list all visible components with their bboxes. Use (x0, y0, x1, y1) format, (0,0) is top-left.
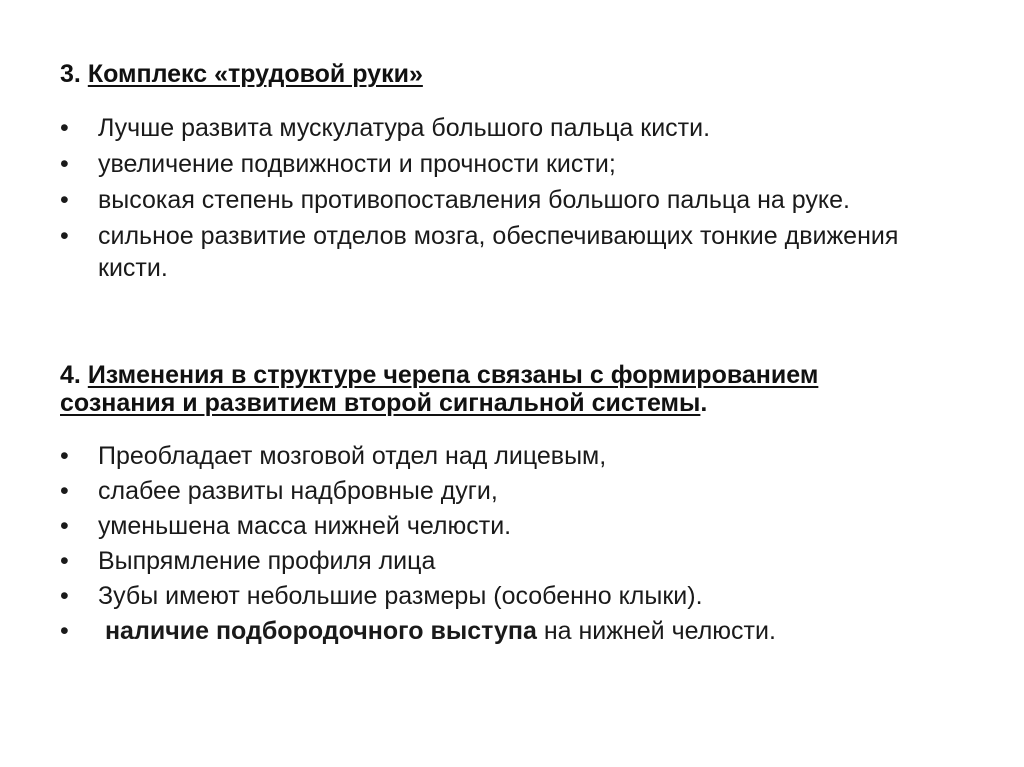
list-item-text: слабее развиты надбровные дуги, (98, 477, 498, 505)
list-item (60, 510, 920, 542)
list-item-bold-text: наличие подбородочного выступа (104, 617, 537, 645)
list-item-text: Лучше развита мускулатура большого пальца кисти. (98, 114, 711, 142)
bullet-icon: • (60, 477, 69, 505)
list-item (60, 615, 920, 647)
list-item (60, 112, 920, 144)
list-item (60, 440, 920, 472)
section-3-title: Комплекс «трудовой руки» (87, 60, 423, 88)
list-item-text: увеличение подвижности и прочности кисти; (98, 150, 616, 178)
list-item (60, 580, 920, 612)
bullet-icon: • (60, 547, 69, 575)
list-item-text: на нижней челюсти. (536, 617, 776, 645)
list-item (60, 220, 920, 284)
bullet-icon: • (60, 582, 69, 610)
list-item-text: Зубы имеют небольшие размеры (особенно клыки). (98, 582, 703, 610)
section-3-list (60, 112, 920, 288)
list-item-text: Преобладает мозговой отдел над лицевым, (98, 442, 607, 470)
section-4-title-end: . (700, 389, 708, 417)
section-3-number: 3. (60, 60, 81, 88)
list-item (60, 184, 920, 216)
list-item-text: сильное развитие отделов мозга, обеспечивающих тонкие движения кисти. (98, 222, 899, 282)
list-item-text: высокая степень противопоставления большого пальца на руке. (98, 186, 850, 214)
list-item (60, 545, 920, 577)
bullet-icon: • (60, 150, 69, 178)
bullet-icon: • (60, 512, 69, 540)
bullet-icon: • (60, 114, 69, 142)
section-4-heading (60, 361, 940, 417)
bullet-icon: • (60, 442, 69, 470)
section-4-number: 4. (60, 361, 81, 389)
list-item (60, 148, 920, 180)
bullet-icon: • (60, 617, 69, 645)
list-item (60, 475, 920, 507)
section-3-heading (60, 60, 423, 88)
section-4-list (60, 440, 920, 650)
section-4-title: Изменения в структуре черепа связаны с формированием сознания и развитием второй сигнальной системы (60, 361, 819, 417)
list-item-text: уменьшена масса нижней челюсти. (98, 512, 512, 540)
bullet-icon: • (60, 186, 69, 214)
bullet-icon: • (60, 222, 69, 250)
list-item-text: Выпрямление профиля лица (98, 547, 436, 575)
